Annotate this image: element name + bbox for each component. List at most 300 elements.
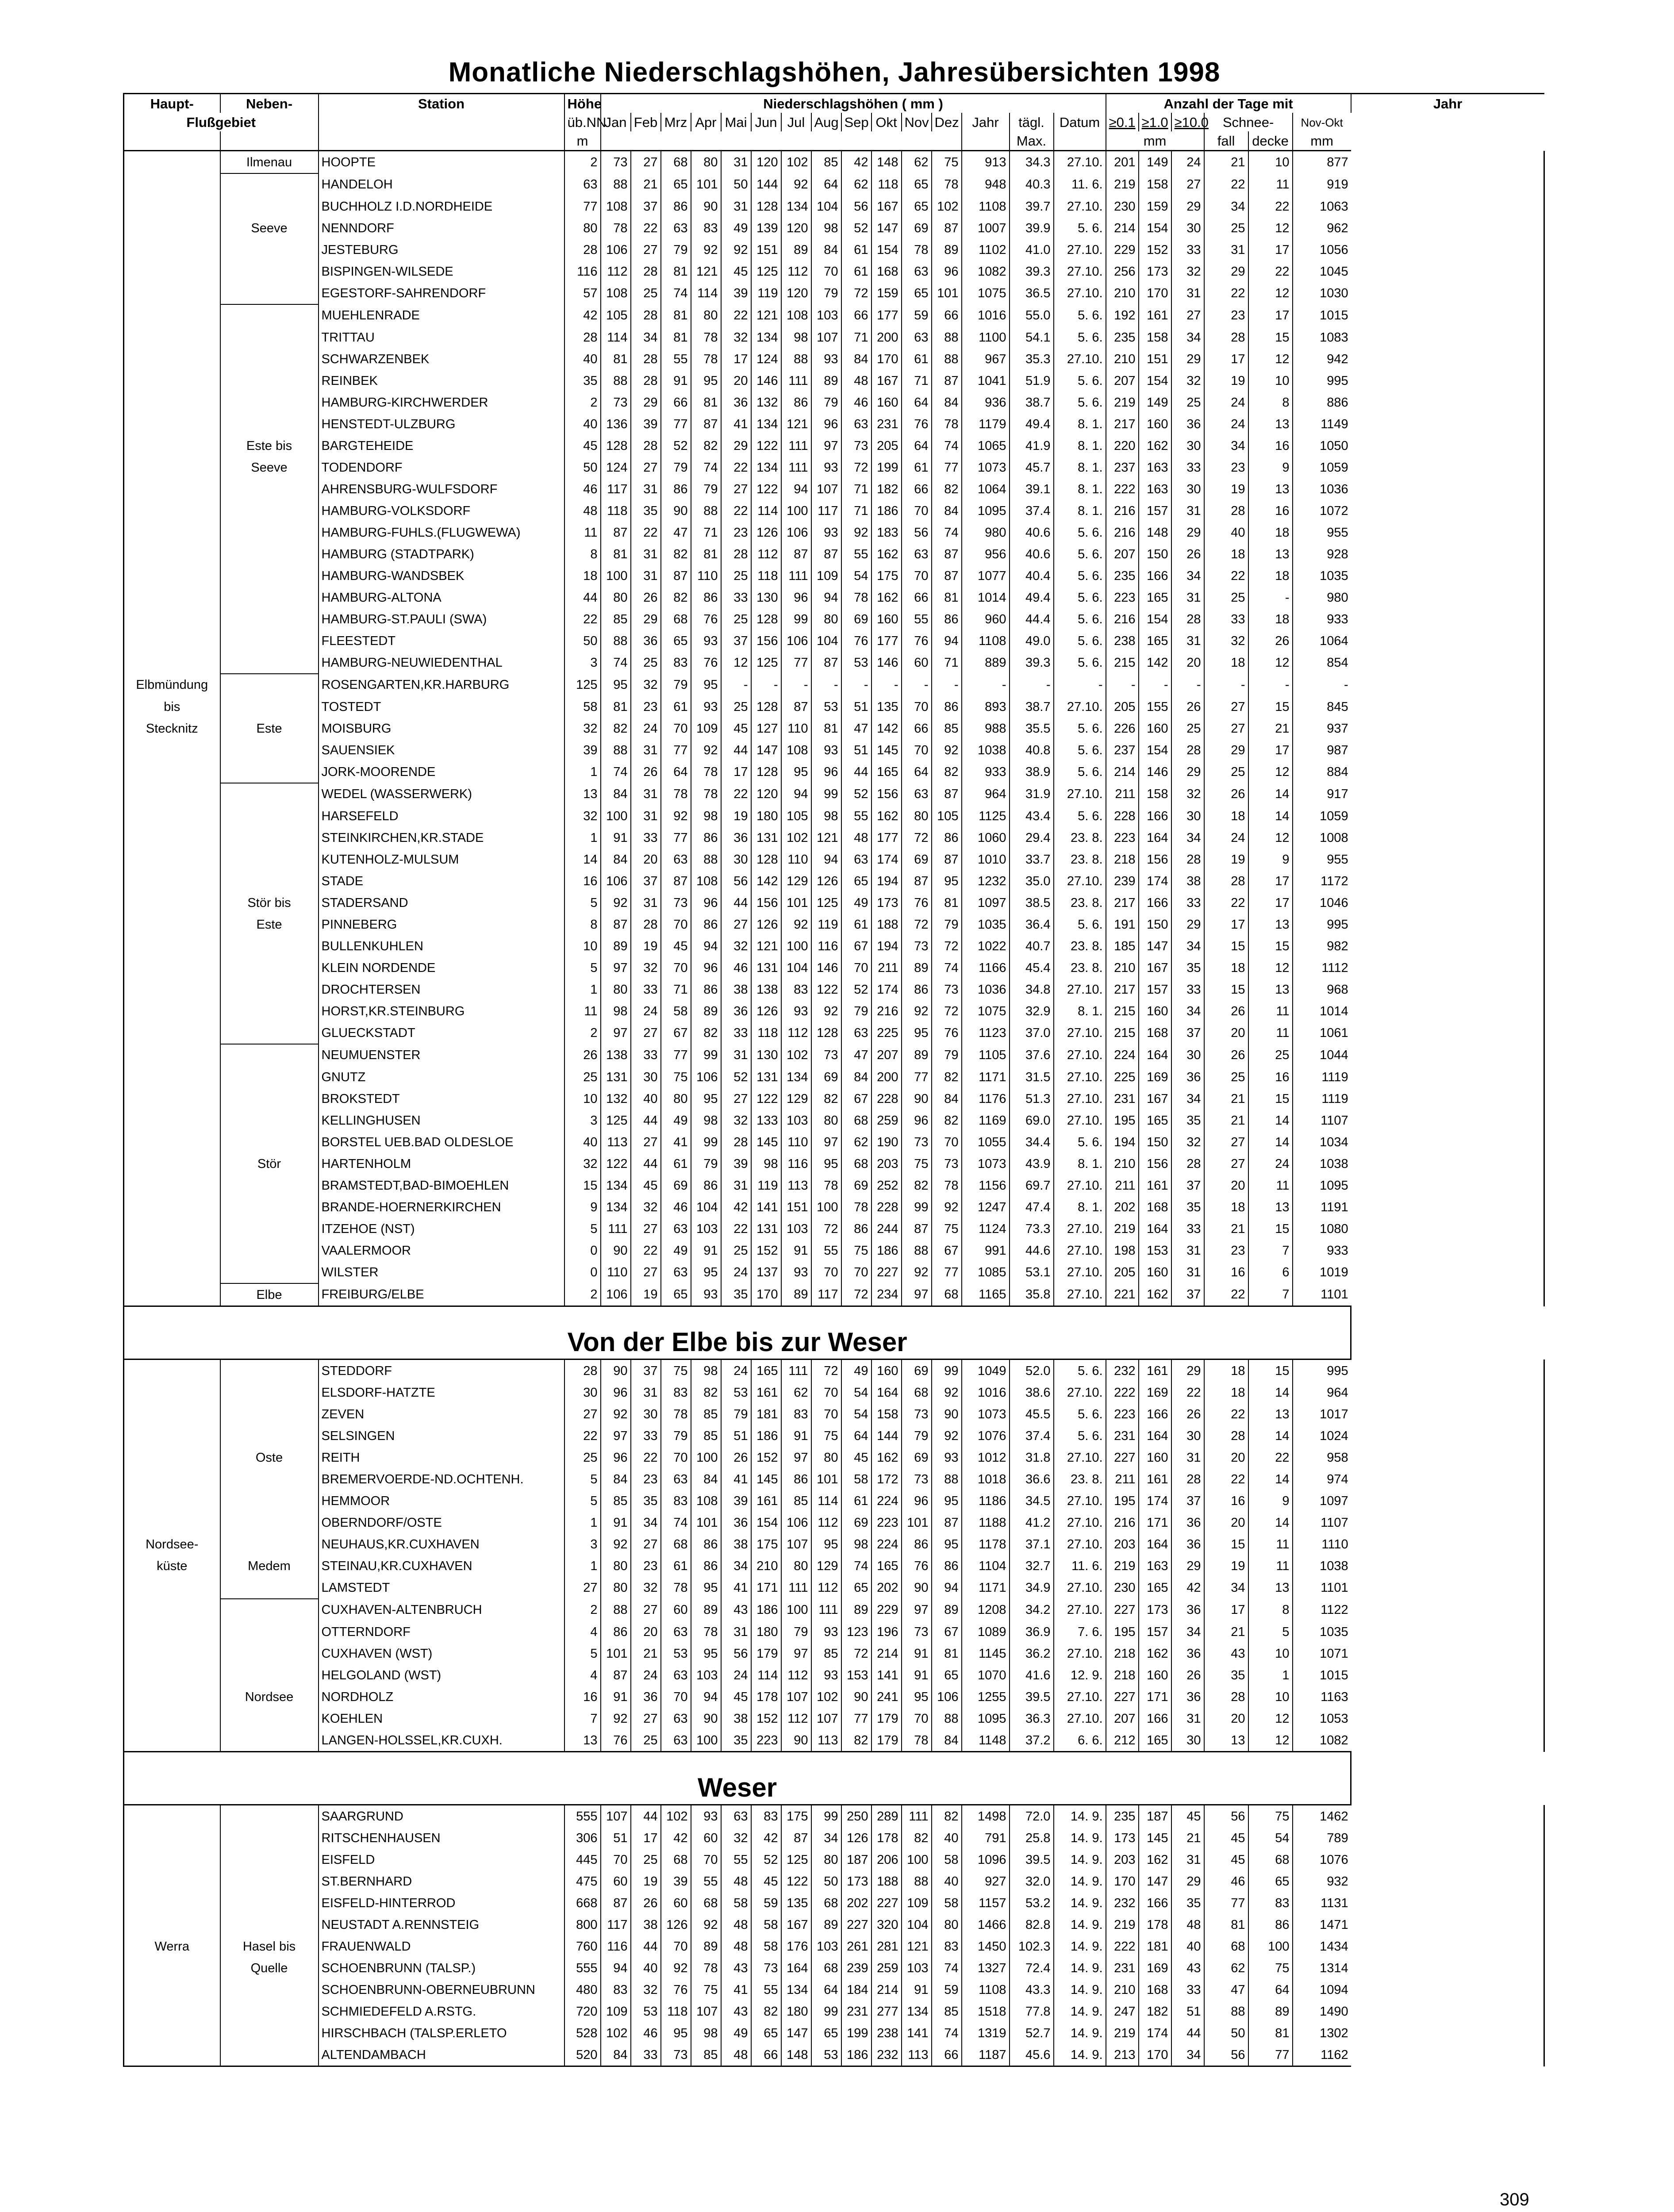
cell-aug: 117 [811,1283,841,1306]
cell-apr: 76 [691,652,721,674]
cell-apr: 86 [691,979,721,1000]
cell-hoehe: 5 [564,957,601,979]
cell-jun: 161 [751,1490,781,1512]
cell-feb: 44 [631,1805,661,1828]
cell-jahr: 991 [962,1240,1010,1261]
cell-dez: 88 [932,326,962,348]
cell-schneefall: 20 [1204,1512,1248,1533]
cell-feb: 32 [631,957,661,979]
cell-nov: 79 [902,1425,932,1447]
cell-aug: 80 [811,608,841,630]
cell-hauptgebiet [124,1849,220,1870]
cell-jahr: 1157 [962,1892,1010,1914]
cell-tage-10: 174 [1139,870,1171,892]
cell-nov: 97 [902,1283,932,1306]
cell-nebengebiet: Nordsee [220,1686,319,1708]
cell-okt: 232 [872,2044,902,2066]
cell-jahr-nov-okt: 1163 [1293,1686,1351,1708]
table-row [124,1555,1544,1577]
cell-jahr-nov-okt: 995 [1293,914,1351,935]
cell-nov: 70 [902,696,932,718]
cell-jun: 179 [751,1643,781,1664]
cell-tage-100: 27 [1171,304,1204,326]
cell-mrz: 77 [661,413,691,435]
cell-schneefall: 22 [1204,282,1248,304]
cell-jahr: 1178 [962,1533,1010,1555]
cell-apr: 82 [691,435,721,457]
cell-jan: 96 [601,1447,631,1468]
cell-jahr-nov-okt: 1015 [1293,304,1351,326]
cell-datum: 27.10. [1054,1175,1106,1196]
cell-schneefall: 27 [1204,718,1248,739]
cell-mai: 32 [721,1110,751,1131]
cell-hoehe: 306 [564,1827,601,1849]
cell-tage-100: 38 [1171,870,1204,892]
cell-mai: 36 [721,1000,751,1022]
cell-schneedecke: 14 [1248,1512,1293,1533]
cell-taegl-max: 34.9 [1010,1577,1054,1599]
cell-okt: 252 [872,1175,902,1196]
cell-station: LANGEN-HOLSSEL,KR.CUXH. [319,1729,564,1752]
cell-tage-01: 191 [1106,914,1139,935]
cell-jahr: 1232 [962,870,1010,892]
cell-jan: 91 [601,1686,631,1708]
cell-mrz: 63 [661,1664,691,1686]
cell-dez: 74 [932,435,962,457]
cell-schneefall: 21 [1204,1088,1248,1110]
cell-jan: 60 [601,1870,631,1892]
cell-jahr: 933 [962,761,1010,783]
cell-aug: 55 [811,1240,841,1261]
cell-hoehe: 2 [564,1599,601,1621]
cell-hauptgebiet [124,805,220,827]
cell-okt: 162 [872,587,902,608]
cell-jan: 81 [601,543,631,565]
cell-datum: 27.10. [1054,261,1106,282]
cell-station: HAMBURG-KIRCHWERDER [319,392,564,413]
cell-tage-100: 25 [1171,718,1204,739]
cell-feb: 23 [631,696,661,718]
cell-jan: 73 [601,151,631,174]
cell-feb: 44 [631,1153,661,1175]
cell-station: ELSDORF-HATZTE [319,1382,564,1403]
cell-tage-100: 29 [1171,196,1204,217]
cell-jahr: 1247 [962,1196,1010,1218]
cell-nebengebiet [220,1175,319,1196]
cell-datum: 14. 9. [1054,1805,1106,1828]
cell-datum: 5. 6. [1054,1131,1106,1153]
cell-station: SELSINGEN [319,1425,564,1447]
cell-jun: 83 [751,1805,781,1828]
cell-hauptgebiet [124,1621,220,1643]
cell-mrz: 81 [661,304,691,326]
cell-nov: 89 [902,1044,932,1066]
cell-sep: 68 [841,1110,872,1131]
cell-station: EISFELD [319,1849,564,1870]
cell-dez: 95 [932,870,962,892]
cell-okt: 175 [872,565,902,587]
cell-hoehe: 40 [564,348,601,370]
cell-dez: 87 [932,565,962,587]
header-jahr-sum: Jahr [962,113,1010,131]
cell-hoehe: 26 [564,1044,601,1066]
cell-taegl-max: 69.7 [1010,1175,1054,1196]
cell-sep: 75 [841,1240,872,1261]
cell-hoehe: 32 [564,805,601,827]
cell-sep: 61 [841,914,872,935]
cell-jahr: 936 [962,392,1010,413]
table-row [124,1022,1544,1044]
cell-feb: 30 [631,1066,661,1088]
cell-mai: 48 [721,1914,751,1936]
cell-schneefall: 20 [1204,1447,1248,1468]
cell-hoehe: 10 [564,1088,601,1110]
cell-jun: 134 [751,457,781,478]
cell-station: KLEIN NORDENDE [319,957,564,979]
cell-jun: 132 [751,392,781,413]
cell-station: TODENDORF [319,457,564,478]
cell-mai: 50 [721,173,751,196]
cell-schneefall: 18 [1204,1196,1248,1218]
cell-taegl-max: 36.3 [1010,1708,1054,1729]
cell-jahr: 1073 [962,1403,1010,1425]
table-row [124,630,1544,652]
cell-mai: 31 [721,151,751,174]
cell-jahr-nov-okt: 1314 [1293,1957,1351,1979]
header-unit-m: m [564,131,601,151]
cell-schneedecke: 12 [1248,282,1293,304]
cell-taegl-max: 36.5 [1010,282,1054,304]
cell-jan: 83 [601,1979,631,2001]
cell-apr: 100 [691,1729,721,1752]
cell-aug: 50 [811,1870,841,1892]
cell-jul: 107 [781,1533,811,1555]
cell-jul: 134 [781,1979,811,2001]
cell-schneedecke: 5 [1248,1621,1293,1643]
cell-jahr: 1073 [962,1153,1010,1175]
cell-tage-10: 166 [1139,892,1171,914]
cell-jahr-nov-okt: 1050 [1293,435,1351,457]
cell-mrz: 76 [661,1979,691,2001]
cell-jul: 106 [781,630,811,652]
cell-sep: 48 [841,370,872,392]
cell-hauptgebiet [124,827,220,849]
cell-okt: 229 [872,1599,902,1621]
cell-taegl-max: 37.4 [1010,500,1054,522]
cell-jun: 42 [751,1827,781,1849]
cell-jun: 137 [751,1261,781,1283]
cell-tage-100: 36 [1171,1599,1204,1621]
cell-tage-10: 162 [1139,1283,1171,1306]
cell-schneedecke: 1 [1248,1664,1293,1686]
cell-hauptgebiet [124,1892,220,1914]
cell-hauptgebiet [124,196,220,217]
cell-dez: 58 [932,1892,962,1914]
cell-nebengebiet [220,674,319,696]
cell-okt: 145 [872,739,902,761]
cell-jun: 186 [751,1599,781,1621]
table-row [124,1512,1544,1533]
cell-mai: 36 [721,827,751,849]
cell-feb: 33 [631,1044,661,1066]
cell-jul: 91 [781,1425,811,1447]
cell-okt: 259 [872,1110,902,1131]
cell-taegl-max: 41.2 [1010,1512,1054,1533]
cell-tage-01: 194 [1106,1131,1139,1153]
header-month-apr: Apr [691,113,721,131]
cell-hauptgebiet [124,326,220,348]
cell-jan: 114 [601,326,631,348]
cell-tage-100: 22 [1171,1382,1204,1403]
cell-jahr: 1156 [962,1175,1010,1196]
cell-schneedecke: 7 [1248,1240,1293,1261]
cell-jahr: 1095 [962,1708,1010,1729]
table-row [124,957,1544,979]
cell-apr: 78 [691,1621,721,1643]
cell-schneefall: 17 [1204,1599,1248,1621]
cell-jahr-nov-okt: 1097 [1293,1490,1351,1512]
cell-jahr: 1176 [962,1088,1010,1110]
cell-hauptgebiet [124,2044,220,2066]
cell-schneedecke: 10 [1248,1643,1293,1664]
cell-datum: 5. 6. [1054,652,1106,674]
cell-apr: 93 [691,1283,721,1306]
cell-station: BULLENKUHLEN [319,935,564,957]
cell-okt: 165 [872,761,902,783]
cell-okt: 162 [872,1447,902,1468]
cell-sep: 70 [841,1261,872,1283]
cell-tage-100: 31 [1171,1849,1204,1870]
cell-mai: 48 [721,1936,751,1957]
cell-feb: 38 [631,1914,661,1936]
cell-station: HAMBURG-ST.PAULI (SWA) [319,608,564,630]
cell-jul: 112 [781,1022,811,1044]
cell-jahr: 927 [962,1870,1010,1892]
cell-tage-100: 34 [1171,1088,1204,1110]
cell-taegl-max: 36.6 [1010,1468,1054,1490]
cell-okt: 228 [872,1088,902,1110]
cell-tage-10: 150 [1139,543,1171,565]
cell-datum: 14. 9. [1054,2044,1106,2066]
cell-tage-01: 198 [1106,1240,1139,1261]
cell-hoehe: 1 [564,1512,601,1533]
cell-feb: 20 [631,1621,661,1643]
cell-tage-100: - [1171,674,1204,696]
cell-sep: 44 [841,761,872,783]
cell-hoehe: 28 [564,239,601,261]
cell-feb: 46 [631,2022,661,2044]
cell-apr: 91 [691,1240,721,1261]
cell-feb: 33 [631,979,661,1000]
cell-jun: 122 [751,1088,781,1110]
cell-schneefall: 45 [1204,1849,1248,1870]
cell-nov: 86 [902,979,932,1000]
cell-schneefall: 34 [1204,196,1248,217]
header-max: Max. [1010,131,1054,151]
cell-datum: 5. 6. [1054,805,1106,827]
cell-sep: 72 [841,1283,872,1306]
cell-taegl-max: 102.3 [1010,1936,1054,1957]
cell-station: FREIBURG/ELBE [319,1283,564,1306]
cell-apr: 55 [691,1870,721,1892]
cell-tage-100: 28 [1171,1468,1204,1490]
cell-taegl-max: - [1010,674,1054,696]
cell-datum: 8. 1. [1054,1196,1106,1218]
cell-hoehe: 25 [564,1066,601,1088]
cell-tage-10: 142 [1139,652,1171,674]
cell-jul: 83 [781,979,811,1000]
cell-jul: 180 [781,2001,811,2022]
cell-dez: - [932,674,962,696]
cell-jahr: 1041 [962,370,1010,392]
cell-nebengebiet [220,1022,319,1044]
cell-hoehe: 5 [564,1490,601,1512]
cell-station: SAUENSIEK [319,739,564,761]
cell-nebengebiet [220,1490,319,1512]
cell-dez: 67 [932,1240,962,1261]
cell-jan: 100 [601,805,631,827]
cell-tage-10: 163 [1139,457,1171,478]
header-station: Station [319,94,564,113]
cell-nov: 71 [902,370,932,392]
cell-hauptgebiet: Nordsee- [124,1533,220,1555]
cell-aug: 99 [811,1805,841,1828]
cell-nov: 56 [902,522,932,543]
cell-station: DROCHTERSEN [319,979,564,1000]
cell-schneedecke: 68 [1248,1849,1293,1870]
cell-feb: 25 [631,1729,661,1752]
cell-nebengebiet [220,805,319,827]
cell-feb: 27 [631,1708,661,1729]
cell-taegl-max: 52.7 [1010,2022,1054,2044]
cell-tage-01: - [1106,674,1139,696]
cell-sep: 261 [841,1936,872,1957]
cell-jahr: 1064 [962,478,1010,500]
cell-datum: 27.10. [1054,1512,1106,1533]
cell-tage-100: 45 [1171,1805,1204,1828]
cell-tage-01: 211 [1106,1468,1139,1490]
cell-jahr: 1188 [962,1512,1010,1533]
cell-tage-10: 160 [1139,1000,1171,1022]
cell-schneefall: 28 [1204,870,1248,892]
cell-tage-01: 230 [1106,1577,1139,1599]
cell-schneedecke: 15 [1248,1088,1293,1110]
cell-tage-10: 147 [1139,1870,1171,1892]
cell-jahr: 1179 [962,413,1010,435]
cell-mrz: 91 [661,370,691,392]
cell-tage-100: 35 [1171,957,1204,979]
cell-taegl-max: 43.3 [1010,1979,1054,2001]
cell-jahr: 1018 [962,1468,1010,1490]
cell-schneedecke: 14 [1248,1131,1293,1153]
cell-jul: 151 [781,1196,811,1218]
cell-mrz: 65 [661,173,691,196]
cell-station: BORSTEL UEB.BAD OLDESLOE [319,1131,564,1153]
table-row [124,1110,1544,1131]
cell-jun: 131 [751,957,781,979]
cell-mrz: 73 [661,892,691,914]
cell-jahr-nov-okt: 1038 [1293,1555,1351,1577]
cell-jahr: 964 [962,783,1010,805]
cell-hauptgebiet [124,173,220,196]
cell-schneedecke: 17 [1248,892,1293,914]
cell-feb: 19 [631,935,661,957]
cell-jul: 83 [781,1403,811,1425]
cell-dez: 74 [932,1957,962,1979]
cell-feb: 27 [631,1533,661,1555]
cell-jun: 55 [751,1979,781,2001]
cell-tage-01: 223 [1106,827,1139,849]
cell-schneefall: 29 [1204,261,1248,282]
cell-jul: 87 [781,696,811,718]
cell-jul: 87 [781,1827,811,1849]
cell-mrz: 61 [661,1153,691,1175]
cell-sep: 69 [841,1512,872,1533]
cell-okt: 170 [872,348,902,370]
cell-jahr-nov-okt: 1119 [1293,1088,1351,1110]
cell-dez: 85 [932,718,962,739]
cell-datum: 27.10. [1054,196,1106,217]
cell-jahr: 967 [962,348,1010,370]
cell-jahr: 1186 [962,1490,1010,1512]
cell-tage-10: 155 [1139,696,1171,718]
cell-okt: 160 [872,1359,902,1382]
cell-jul: 110 [781,849,811,870]
cell-tage-10: 169 [1139,1957,1171,1979]
cell-jahr: 1070 [962,1664,1010,1686]
cell-tage-10: 166 [1139,1892,1171,1914]
cell-jahr-nov-okt: 982 [1293,935,1351,957]
cell-datum: 23. 8. [1054,892,1106,914]
cell-jan: 88 [601,370,631,392]
cell-okt: 320 [872,1914,902,1936]
cell-apr: 96 [691,892,721,914]
cell-hoehe: 5 [564,1218,601,1240]
cell-jan: 84 [601,783,631,805]
cell-jahr: 1148 [962,1729,1010,1752]
cell-jahr-nov-okt: 1110 [1293,1533,1351,1555]
cell-hoehe: 9 [564,1196,601,1218]
cell-schneedecke: 13 [1248,979,1293,1000]
cell-station: HAMBURG (STADTPARK) [319,543,564,565]
cell-okt: 202 [872,1577,902,1599]
cell-mai: 36 [721,1512,751,1533]
cell-tage-100: 35 [1171,1196,1204,1218]
cell-nov: 76 [902,1555,932,1577]
cell-sep: 62 [841,173,872,196]
cell-jun: 128 [751,196,781,217]
cell-apr: 95 [691,370,721,392]
table-row [124,370,1544,392]
cell-jan: 80 [601,1555,631,1577]
cell-nov: 70 [902,739,932,761]
cell-mai: 44 [721,892,751,914]
cell-okt: 199 [872,457,902,478]
cell-mrz: 77 [661,739,691,761]
cell-jahr-nov-okt: 1014 [1293,1000,1351,1022]
cell-jan: 106 [601,1283,631,1306]
cell-dez: 94 [932,630,962,652]
cell-sep: 79 [841,1000,872,1022]
cell-schneedecke: 65 [1248,1870,1293,1892]
cell-okt: 206 [872,1849,902,1870]
cell-hoehe: 3 [564,1533,601,1555]
cell-jahr: 1166 [962,957,1010,979]
cell-jan: 92 [601,1533,631,1555]
cell-tage-10: 167 [1139,957,1171,979]
cell-mrz: 63 [661,1261,691,1283]
cell-sep: 53 [841,652,872,674]
